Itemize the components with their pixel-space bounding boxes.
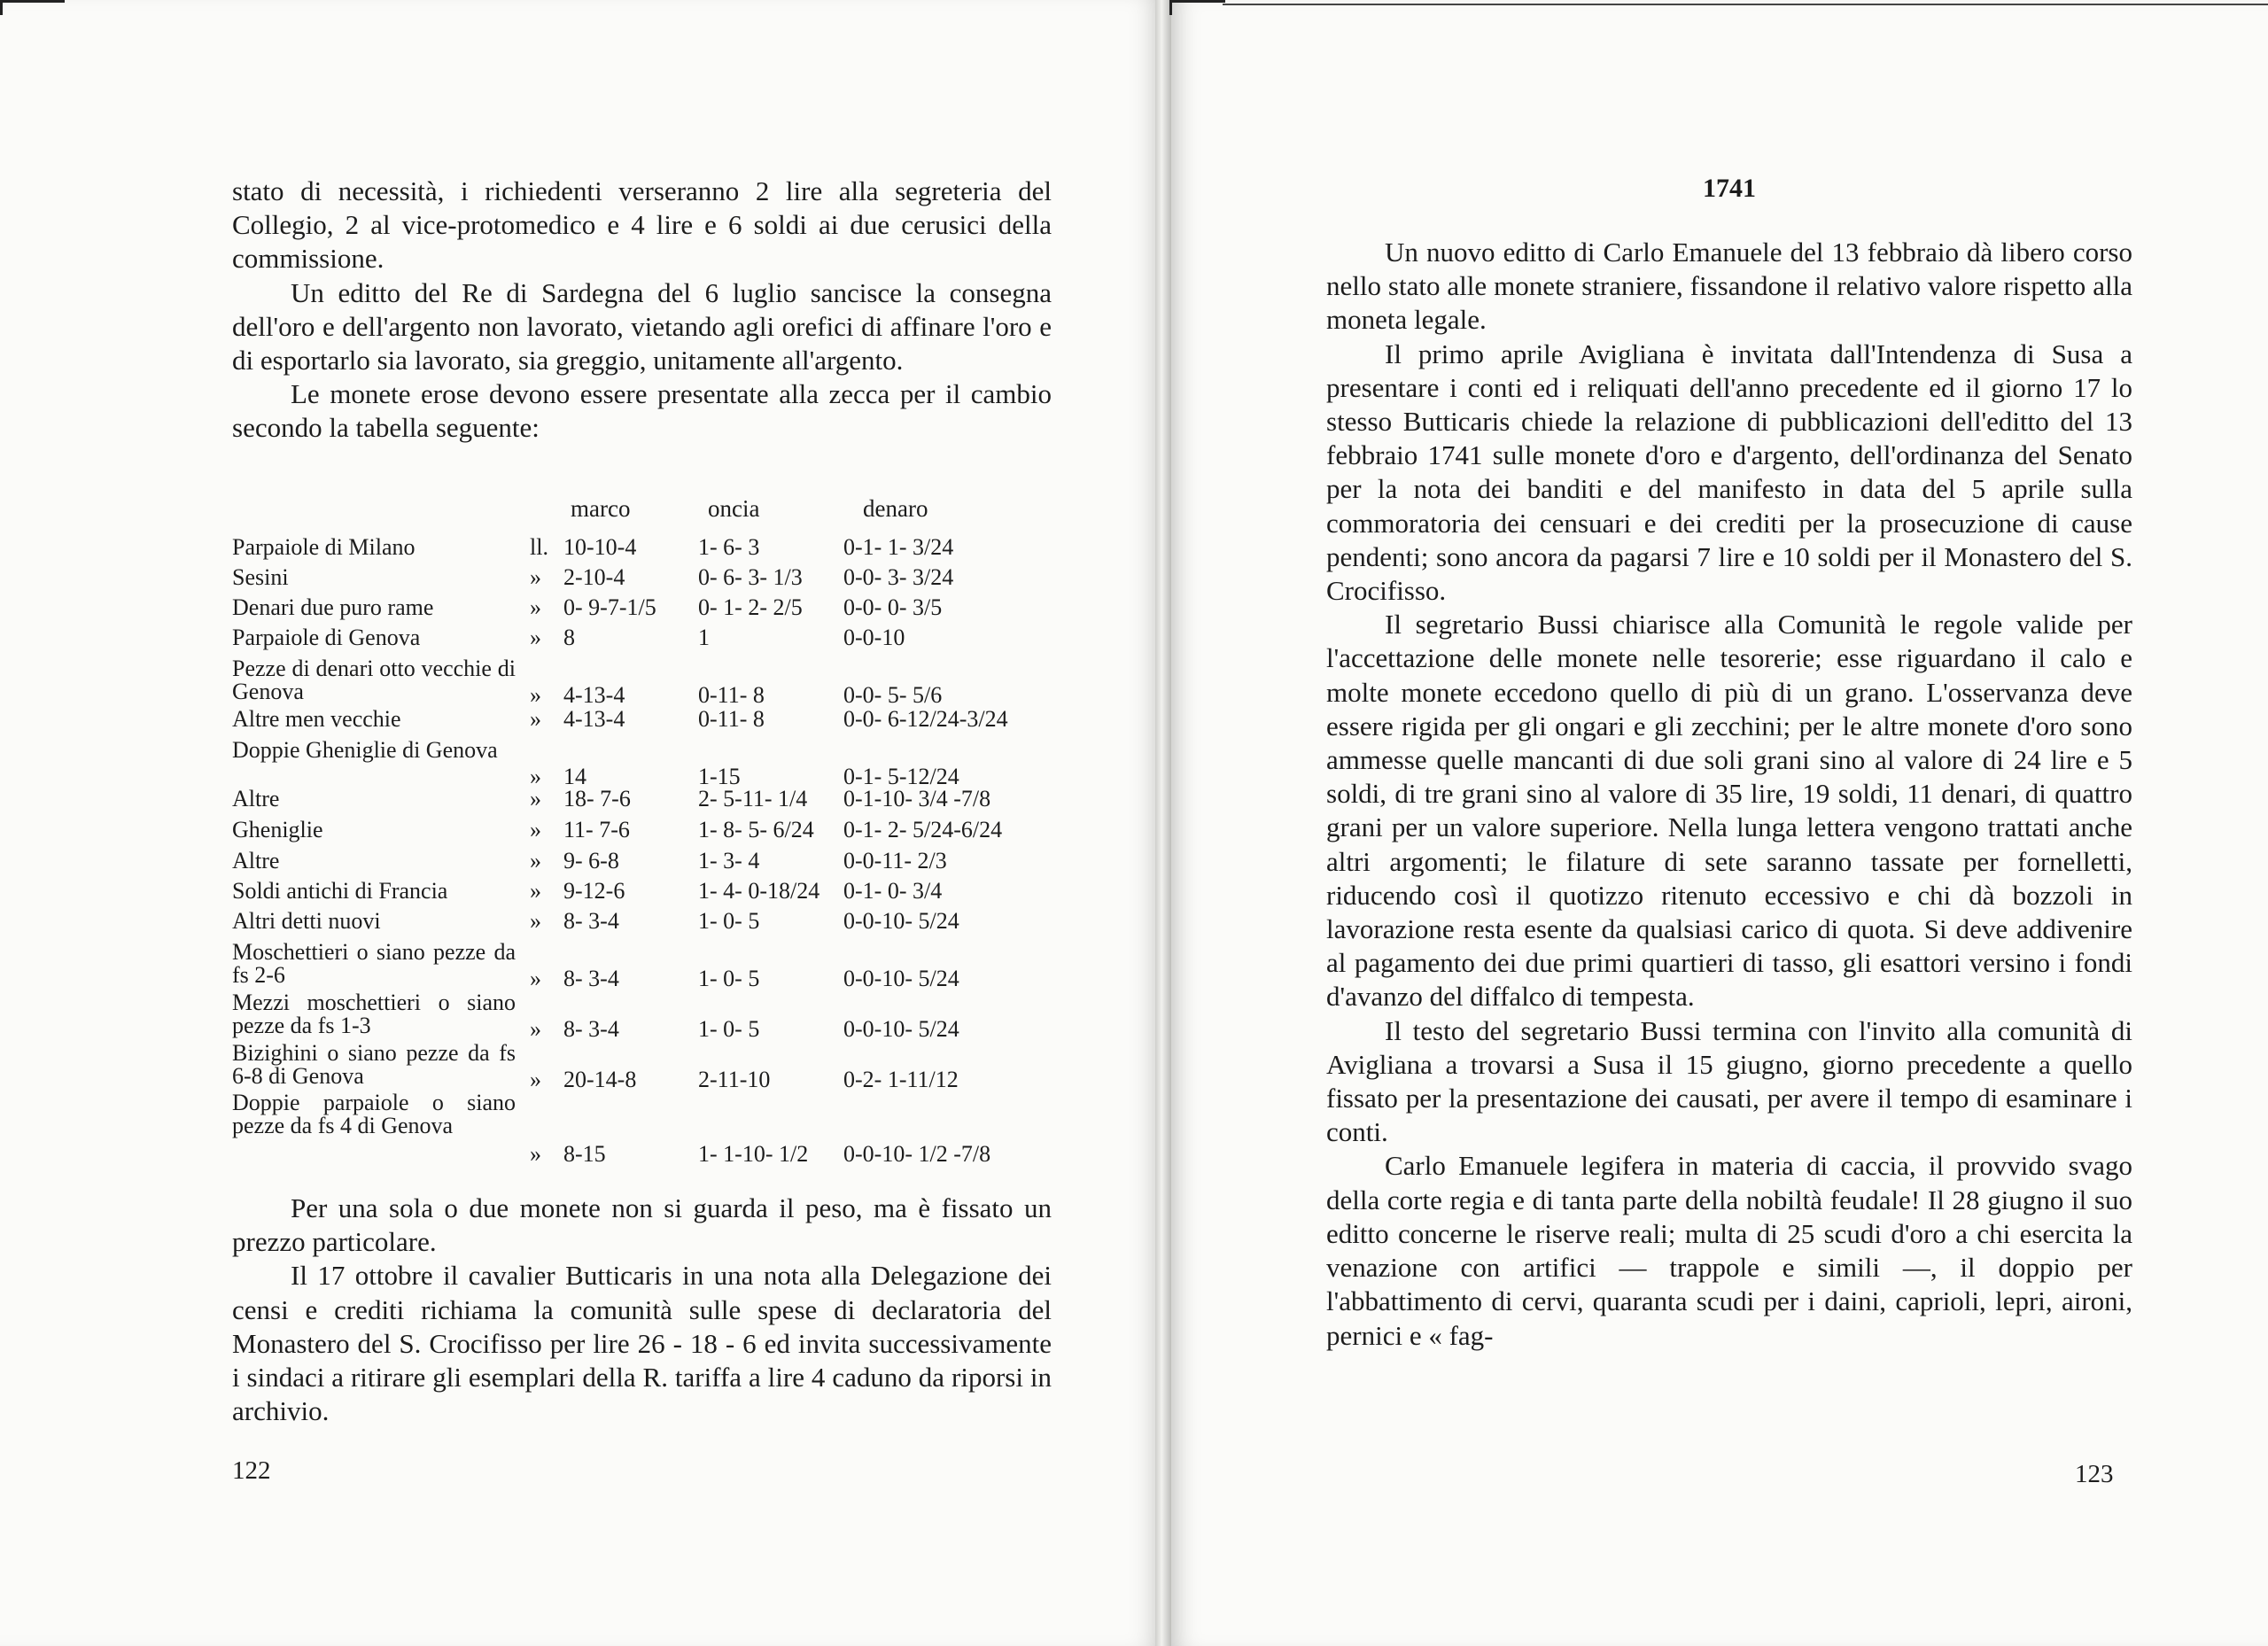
paragraph: Il segretario Bussi chiarisce alla Comunità le regole valide per l'accettazione delle monete nelle tesorerie; esse riguardano il calo e molte monete eccedono quello di più di un grano. L'osservanza deve essere rigida per gli ongari e gli zecchini; per le altre monete d'oro sono ammesse quelle mancanti di due soli grani sino al valore di 24 lire e 5 soldi, di tre grani sino al valore di 35 lire, 19 soldi, 11 denari, di quattro grani per un valore superiore. Nella lunga lettera vengono trattati anche altri argomenti; le filature di sete saranno tassate per fornelletti, riducendo così il quotizzo ritenuto eccessivo e chi dà bozzoli in lavorazione resta esente da qualsiasi carico di quota. Si deve addivenire al pagamento dei due primi quartieri di tasso, gli esattori versino i fondi d'avanzo del diffalco di tempesta. bbox=[1326, 609, 2132, 1013]
column-header-marco: marco bbox=[571, 495, 631, 522]
row-prefix: » bbox=[530, 786, 541, 811]
paragraph: Un editto del Re di Sardegna del 6 luglio sancisce la consegna dell'oro e dell'argento non lavorato, vietando agli orefici di affinare l'oro e di esportarlo sia lavorato, sia greggio, unitamente all'argento. bbox=[232, 276, 1052, 377]
row-name: Moschettieri o siano pezze da fs 2-6 bbox=[232, 939, 516, 988]
cell-marco: 8- 3-4 bbox=[563, 966, 619, 991]
cell-marco: 9-12-6 bbox=[563, 878, 625, 904]
cell-oncia: 1- 6- 3 bbox=[698, 534, 760, 560]
cell-oncia: 1- 0- 5 bbox=[698, 1016, 760, 1042]
cell-denaro: 0-0- 6-12/24-3/24 bbox=[843, 706, 1008, 732]
cell-denaro: 0-2- 1-11/12 bbox=[843, 1067, 959, 1092]
cell-oncia: 2-11-10 bbox=[698, 1067, 771, 1092]
cell-denaro: 0-1- 2- 5/24-6/24 bbox=[843, 817, 1003, 842]
cell-marco: 20-14-8 bbox=[563, 1067, 637, 1092]
row-name: Denari due puro rame bbox=[232, 594, 434, 620]
cell-marco: 2-10-4 bbox=[563, 564, 625, 590]
cell-oncia: 1- 1-10- 1/2 bbox=[698, 1141, 809, 1167]
cell-oncia: 1- 3- 4 bbox=[698, 848, 760, 873]
row-prefix: » bbox=[530, 1016, 541, 1042]
cell-marco: 8 bbox=[563, 625, 575, 650]
cell-marco: 8- 3-4 bbox=[563, 908, 619, 934]
cell-marco: 4-13-4 bbox=[563, 706, 625, 732]
row-prefix: » bbox=[530, 878, 541, 904]
cell-marco: 9- 6-8 bbox=[563, 848, 619, 873]
cell-denaro: 0-0-11- 2/3 bbox=[843, 848, 947, 873]
cell-oncia: 0- 1- 2- 2/5 bbox=[698, 594, 803, 620]
book-gutter bbox=[1155, 0, 1171, 1646]
left-text-block bbox=[232, 175, 1052, 446]
cell-denaro: 0-0- 5- 5/6 bbox=[843, 682, 943, 708]
row-name: Soldi antichi di Francia bbox=[232, 878, 448, 904]
row-name: Doppie Gheniglie di Genova bbox=[232, 737, 498, 763]
cell-oncia: 1 bbox=[698, 625, 710, 650]
row-prefix: » bbox=[530, 706, 541, 732]
row-name: Pezze di denari otto vecchie di Genova bbox=[232, 656, 516, 704]
cell-denaro: 0-0-10- 1/2 -7/8 bbox=[843, 1141, 991, 1167]
cell-marco: 14 bbox=[563, 764, 586, 789]
row-name: Mezzi moschettieri o siano pezze da fs 1-3 bbox=[232, 990, 516, 1038]
corner-mark-right bbox=[1169, 0, 1225, 15]
cell-denaro: 0-0-10 bbox=[843, 625, 905, 650]
cell-oncia: 1- 4- 0-18/24 bbox=[698, 878, 820, 904]
row-prefix: » bbox=[530, 625, 541, 650]
row-name: Parpaiole di Milano bbox=[232, 534, 416, 560]
row-prefix: » bbox=[530, 764, 541, 789]
cell-oncia: 1- 8- 5- 6/24 bbox=[698, 817, 814, 842]
cell-oncia: 2- 5-11- 1/4 bbox=[698, 786, 808, 811]
row-name: Altre bbox=[232, 786, 280, 811]
cell-denaro: 0-1- 5-12/24 bbox=[843, 764, 959, 789]
row-name: Doppie parpaiole o siano pezze da fs 4 di Genova bbox=[232, 1090, 516, 1138]
cell-denaro: 0-1-10- 3/4 -7/8 bbox=[843, 786, 991, 811]
cell-denaro: 0-0- 0- 3/5 bbox=[843, 594, 943, 620]
cell-marco: 10-10-4 bbox=[563, 534, 637, 560]
row-name: Bizighini o siano pezze da fs 6-8 di Genova bbox=[232, 1040, 516, 1089]
row-prefix: ll. bbox=[530, 534, 548, 560]
paragraph: Il testo del segretario Bussi termina con l'invito alla comunità di Avigliana a trovarsi a Susa il 15 giugno, giorno precedente a quello fissato per la presentazione dei causati, per avere il tempo di esaminare i conti. bbox=[1326, 1014, 2132, 1148]
column-header-denaro: denaro bbox=[863, 495, 928, 522]
row-name: Sesini bbox=[232, 564, 289, 590]
row-name: Altre men vecchie bbox=[232, 706, 401, 732]
cell-oncia: 0- 6- 3- 1/3 bbox=[698, 564, 803, 590]
cell-denaro: 0-0-10- 5/24 bbox=[843, 1016, 959, 1042]
row-prefix: » bbox=[530, 908, 541, 934]
cell-oncia: 1-15 bbox=[698, 764, 741, 789]
paragraph: Per una sola o due monete non si guarda il peso, ma è fissato un prezzo particolare. bbox=[232, 1192, 1052, 1258]
page-number-right: 123 bbox=[2075, 1460, 2114, 1488]
row-name: Gheniglie bbox=[232, 817, 323, 842]
cell-marco: 11- 7-6 bbox=[563, 817, 630, 842]
cell-marco: 4-13-4 bbox=[563, 682, 625, 708]
paragraph: Il 17 ottobre il cavalier Butticaris in una nota alla Delegazione dei censi e crediti richiama la comunità sulle spese di declaratoria del Monastero del S. Crocifisso per lire 26 - 18 - 6 ed invita successivamente i sindaci a ritirare gli esemplari della R. tariffa a lire 4 caduno da riporsi in archivio. bbox=[232, 1260, 1052, 1427]
row-name: Parpaiole di Genova bbox=[232, 625, 421, 650]
page-number-left: 122 bbox=[232, 1456, 271, 1485]
cell-marco: 0- 9-7-1/5 bbox=[563, 594, 656, 620]
cell-denaro: 0-0-10- 5/24 bbox=[843, 908, 959, 934]
row-prefix: » bbox=[530, 966, 541, 991]
year-heading: 1741 bbox=[1703, 174, 1756, 203]
cell-oncia: 0-11- 8 bbox=[698, 706, 765, 732]
row-prefix: » bbox=[530, 1067, 541, 1092]
cell-marco: 8-15 bbox=[563, 1141, 606, 1167]
cell-denaro: 0-1- 1- 3/24 bbox=[843, 534, 954, 560]
paragraph: Le monete erose devono essere presentate alla zecca per il cambio secondo la tabella seguente: bbox=[232, 378, 1052, 444]
cell-marco: 18- 7-6 bbox=[563, 786, 631, 811]
cell-denaro: 0-0- 3- 3/24 bbox=[843, 564, 954, 590]
left-text-block-after-table bbox=[232, 1192, 1052, 1428]
row-prefix: » bbox=[530, 817, 541, 842]
row-prefix: » bbox=[530, 564, 541, 590]
paragraph: Il primo aprile Avigliana è invitata dall'Intendenza di Susa a presentare i conti ed i reliquati dell'anno precedente ed il giorno 17 lo stesso Butticaris chiede la relazione di pubblicazioni dell'editto del 13 febbraio 1741 sulle monete d'oro e d'argento, dell'ordinanza del Senato per la nota dei banditi e del manifesto in data del 5 aprile sulla commoratoria dei censuari e dei crediti per la prosecuzione di cause pendenti; sono ancora da pagarsi 7 lire e 10 soldi per il Monastero del S. Crocifisso. bbox=[1326, 338, 2132, 607]
row-prefix: » bbox=[530, 848, 541, 873]
column-header-oncia: oncia bbox=[708, 495, 760, 522]
paragraph: stato di necessità, i richiedenti verseranno 2 lire alla segreteria del Collegio, 2 al vice-protomedico e 4 lire e 6 soldi ai due cerusici della commissione. bbox=[232, 175, 1052, 275]
top-edge-line bbox=[1223, 4, 2268, 5]
corner-mark-left bbox=[0, 0, 65, 15]
paragraph: Un nuovo editto di Carlo Emanuele del 13 febbraio dà libero corso nello stato alle monete straniere, fissandone il relativo valore rispetto alla moneta legale. bbox=[1326, 237, 2132, 336]
cell-oncia: 1- 0- 5 bbox=[698, 908, 760, 934]
right-text-block bbox=[1326, 236, 2132, 1353]
row-prefix: » bbox=[530, 594, 541, 620]
row-prefix: » bbox=[530, 1141, 541, 1167]
paragraph: Carlo Emanuele legifera in materia di caccia, il provvido svago della corte regia e di tanta parte della nobiltà feudale! Il 28 giugno il suo editto concerne le riserve reali; multa di 25 scudi d'oro a chi esercita la venazione con artifici — trappole e simili —, il doppio per l'abbattimento di cervi, quaranta scudi per i daini, caprioli, lepri, aironi, pernici e « fag- bbox=[1326, 1150, 2132, 1351]
cell-denaro: 0-1- 0- 3/4 bbox=[843, 878, 943, 904]
cell-oncia: 0-11- 8 bbox=[698, 682, 765, 708]
row-name: Altre bbox=[232, 848, 280, 873]
cell-marco: 8- 3-4 bbox=[563, 1016, 619, 1042]
row-prefix: » bbox=[530, 682, 541, 708]
row-name: Altri detti nuovi bbox=[232, 908, 381, 934]
cell-oncia: 1- 0- 5 bbox=[698, 966, 760, 991]
cell-denaro: 0-0-10- 5/24 bbox=[843, 966, 959, 991]
